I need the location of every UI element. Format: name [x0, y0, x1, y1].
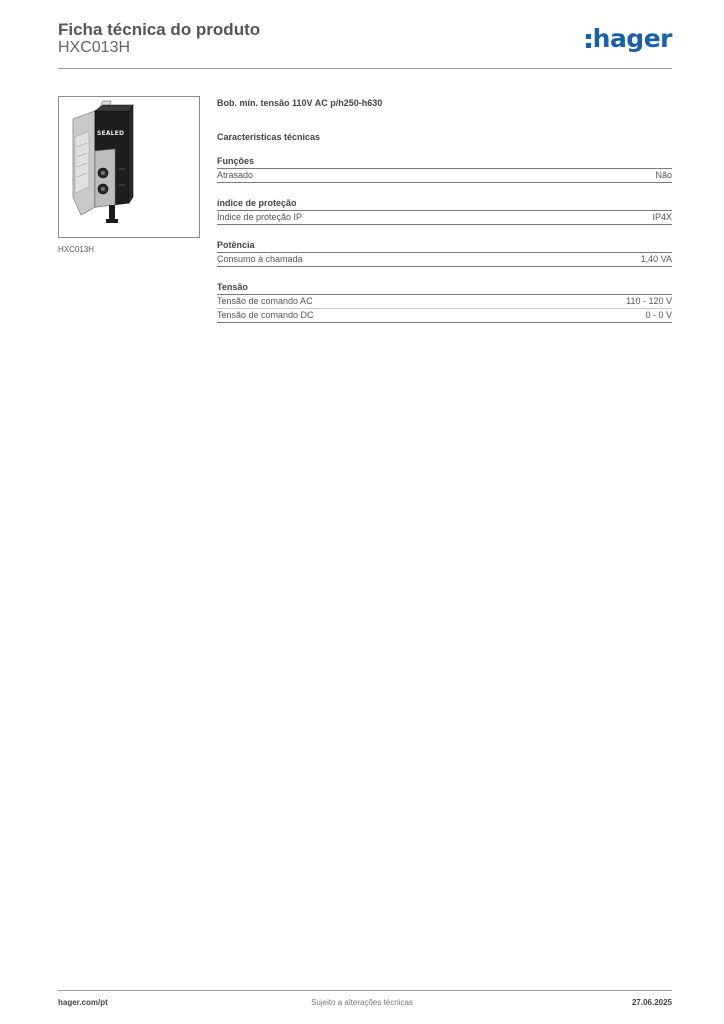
spec-label: Tensão de comando DC: [217, 310, 314, 320]
header-divider: [58, 68, 672, 69]
product-image: [58, 96, 200, 238]
spec-row: [217, 253, 672, 267]
spec-group-tensao: [217, 281, 672, 323]
spec-group-title: Potência: [217, 239, 672, 253]
spec-group-potencia: [217, 239, 672, 267]
spec-row: [217, 211, 672, 225]
sealed-label: SEALED: [97, 130, 125, 137]
spec-content: [217, 96, 672, 323]
spec-value: Não: [655, 170, 672, 180]
spec-value: IP4X: [652, 212, 672, 222]
spec-group-title: Funções: [217, 155, 672, 169]
footer-date: 27.06.2025: [631, 998, 672, 1007]
logo-text: hager: [592, 24, 672, 53]
hager-logo: [586, 26, 672, 51]
footer-website-link[interactable]: hager.com/pt: [58, 998, 108, 1007]
spec-value: 1,40 VA: [640, 254, 672, 264]
footer-note: Sujeito a alterações técnicas: [311, 998, 413, 1007]
specs-heading: Características técnicas: [217, 132, 321, 142]
spec-label: Tensão de comando AC: [217, 296, 313, 306]
spec-group-title: Tensão: [217, 281, 672, 295]
spec-group-funcoes: [217, 155, 672, 183]
spec-group-title: índice de proteção: [217, 197, 672, 211]
image-caption: HXC013H: [58, 245, 95, 254]
product-code: HXC013H: [58, 39, 131, 56]
logo-dots-icon: [586, 34, 591, 48]
page-title: Ficha técnica do produto: [58, 20, 261, 39]
spec-group-protecao: [217, 197, 672, 225]
spec-label: Índice de proteção IP: [217, 212, 303, 222]
spec-row: [217, 309, 672, 323]
spec-row: [217, 295, 672, 309]
spec-row: [217, 169, 672, 183]
spec-label: Consumo à chamada: [217, 254, 303, 264]
footer-divider: [58, 990, 672, 991]
product-description: Bob. mín. tensão 110V AC p/h250-h630: [217, 98, 383, 108]
spec-label: Atrasado: [217, 170, 254, 180]
product-illustration: [59, 97, 199, 237]
spec-value: 0 - 0 V: [645, 310, 672, 320]
spec-value: 110 - 120 V: [626, 296, 672, 306]
